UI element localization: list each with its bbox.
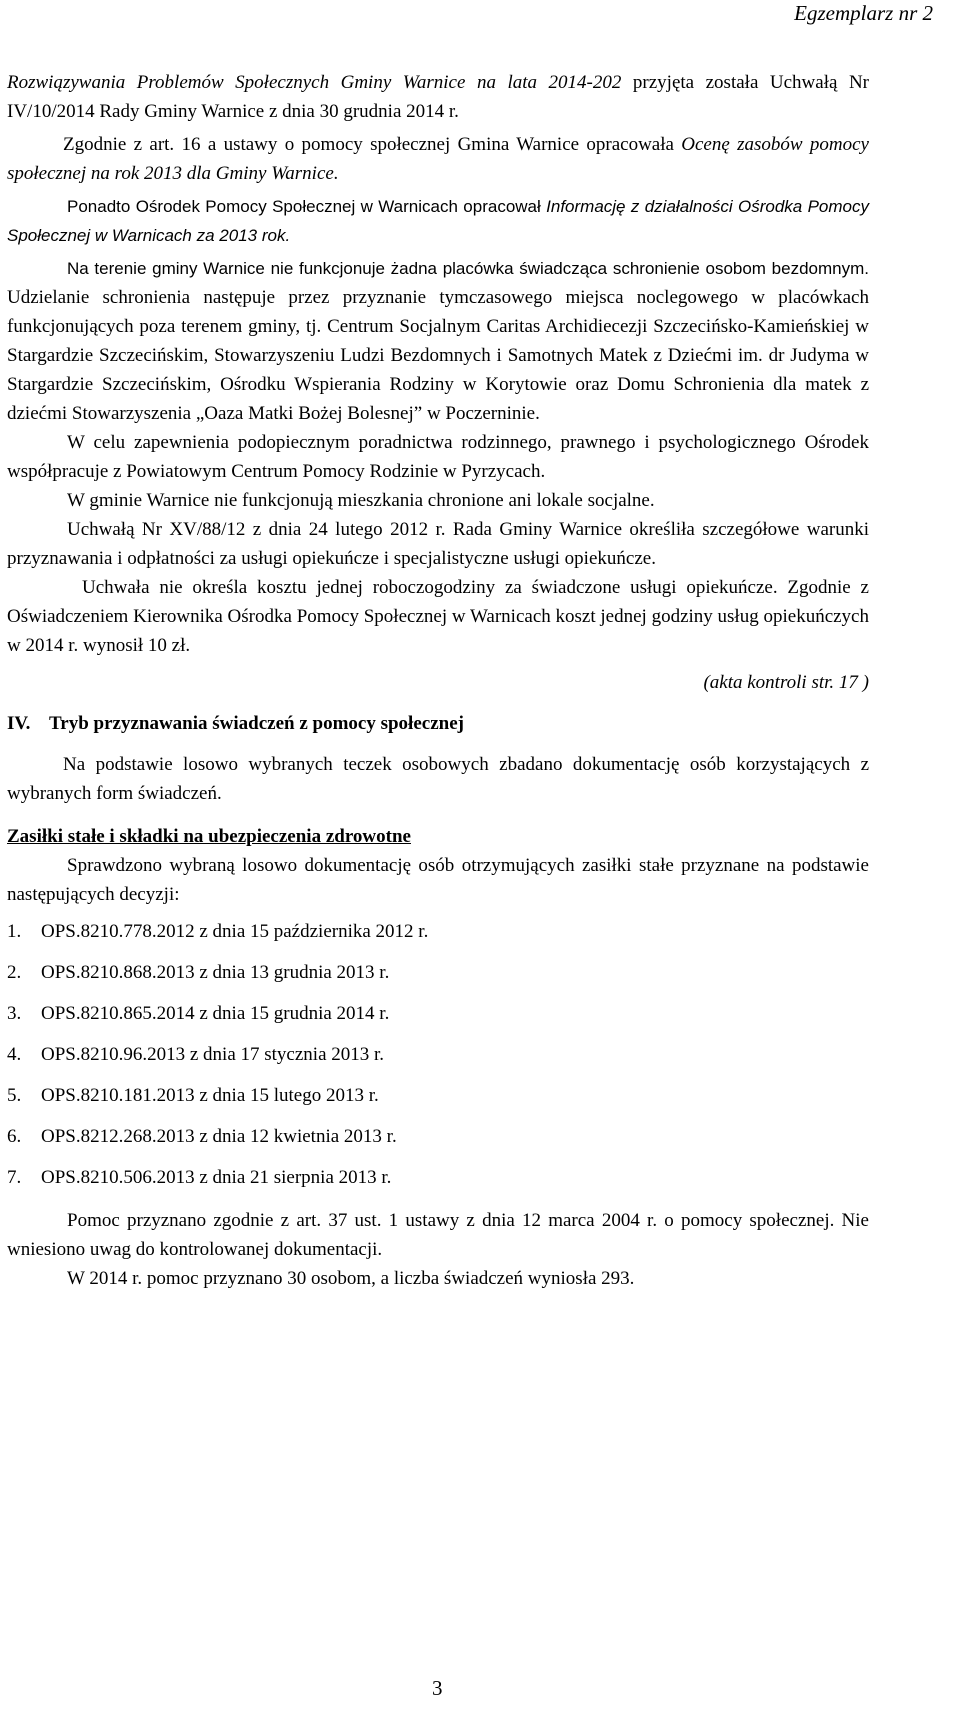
- list-item: 4. OPS.8210.96.2013 z dnia 17 stycznia 2013 r.: [7, 1044, 385, 1065]
- section-number: IV.: [7, 713, 31, 734]
- decision-list: [7, 917, 869, 1204]
- list-item: 5. OPS.8210.181.2013 z dnia 15 lutego 2013 r.: [7, 1085, 379, 1106]
- list-item: 1. OPS.8210.778.2012 z dnia 15 października 2012 r.: [7, 921, 429, 942]
- list-item: 7. OPS.8210.506.2013 z dnia 21 sierpnia 2013 r.: [7, 1167, 392, 1188]
- paragraph-information: [7, 192, 869, 250]
- subsection-intro: Sprawdzono wybraną losowo dokumentację osób otrzymujących zasiłki stałe przyznane na podstawie następujących decyzji:: [7, 855, 869, 905]
- sans-section: [7, 192, 869, 428]
- assessment-title: Ocenę zasobów pomocy społecznej na rok 2013 dla Gminy Warnice.: [7, 134, 869, 184]
- paragraph-counseling: W celu zapewnienia podopiecznym poradnictwa rodzinnego, prawnego i psychologicznego Ośrodek współpracuje z Powiatowym Centrum Pomocy Rodzinie w Pyrzycach.: [7, 432, 869, 482]
- list-item: 6. OPS.8212.268.2013 z dnia 12 kwietnia 2013 r.: [7, 1126, 397, 1147]
- closing-legal-basis: Pomoc przyznano zgodnie z art. 37 ust. 1 ustawy z dnia 12 marca 2004 r. o pomocy społecznej. Nie wniesiono uwag do kontrolowanej dokumentacji.: [7, 1210, 869, 1260]
- strategy-title: Rozwiązywania Problemów Społecznych Gminy Warnice na lata 2014-202: [7, 72, 622, 93]
- section-intro: Na podstawie losowo wybranych teczek osobowych zbadano dokumentację osób korzystających z wybranych form świadczeń.: [7, 754, 869, 804]
- document-body: [7, 68, 869, 1293]
- subsection-heading: Zasiłki stałe i składki na ubezpieczenia zdrowotne: [7, 826, 411, 847]
- section-heading: [7, 709, 869, 738]
- copy-label: Egzemplarz nr 2: [794, 1, 933, 25]
- shelter-text: Na terenie gminy Warnice nie funkcjonuje żadna placówka świadcząca schronienie osobom bezdomnym.: [67, 259, 869, 278]
- closing-summary: W 2014 r. pomoc przyznano 30 osobom, a liczba świadczeń wyniosła 293.: [67, 1268, 635, 1289]
- shelter-detail-text: Udzielanie schronienia następuje przez przyznanie tymczasowego miejsca noclegowego w placówkach funkcjonujących poza terenem gminy, tj. Centrum Socjalnym Caritas Archidiecezji Szczecińsko-Kamieńskiej w Stargardzie Szczecińskim, Stowarzyszeniu Ludzi Bezdomnych i Samotnych Matek z Dziećmi im. dr Judyma w Stargardzie Szczecińskim, Ośrodku Wspierania Rodziny w Korytowie oraz Domu Schronienia dla matek z dziećmi Stowarzyszenia „Oaza Matki Bożej Bolesnej” w Poczerninie.: [7, 287, 869, 424]
- paragraph-strategy: [7, 68, 869, 126]
- assessment-text: Zgodnie z art. 16 a ustawy o pomocy społecznej Gmina Warnice opracowała: [63, 134, 682, 155]
- paragraph-shelter: [7, 254, 869, 428]
- paragraph-cost: Uchwała nie określa kosztu jednej roboczogodziny za świadczone usługi opiekuńcze. Zgodnie z Oświadczeniem Kierownika Ośrodka Pomocy Społecznej w Warnicach koszt jednej godziny usług opiekuńczych w 2014 r. wynosił 10 zł.: [7, 577, 869, 656]
- information-title: Informację z działalności Ośrodka Pomocy Społecznej w Warnicach za 2013 rok.: [7, 197, 869, 245]
- section-title: Tryb przyznawania świadczeń z pomocy społecznej: [49, 713, 464, 734]
- paragraph-resolution: Uchwałą Nr XV/88/12 z dnia 24 lutego 2012 r. Rada Gminy Warnice określiła szczegółowe warunki przyznawania i odpłatności za usługi opiekuńcze i specjalistyczne usługi opiekuńcze.: [7, 519, 869, 569]
- paragraph-housing: W gminie Warnice nie funkcjonują mieszkania chronione ani lokale socjalne.: [67, 490, 655, 511]
- page-number: 3: [432, 1676, 443, 1700]
- source-note: (akta kontroli str. 17 ): [703, 672, 869, 693]
- information-text: Ponadto Ośrodek Pomocy Społecznej w Warnicach opracował: [67, 197, 547, 216]
- paragraph-assessment: [7, 130, 869, 188]
- strategy-text: przyjęta została Uchwałą Nr IV/10/2014 Rady Gminy Warnice z dnia 30 grudnia 2014 r.: [7, 72, 869, 122]
- list-item: 2. OPS.8210.868.2013 z dnia 13 grudnia 2013 r.: [7, 962, 390, 983]
- list-item: 3. OPS.8210.865.2014 z dnia 15 grudnia 2014 r.: [7, 1003, 390, 1024]
